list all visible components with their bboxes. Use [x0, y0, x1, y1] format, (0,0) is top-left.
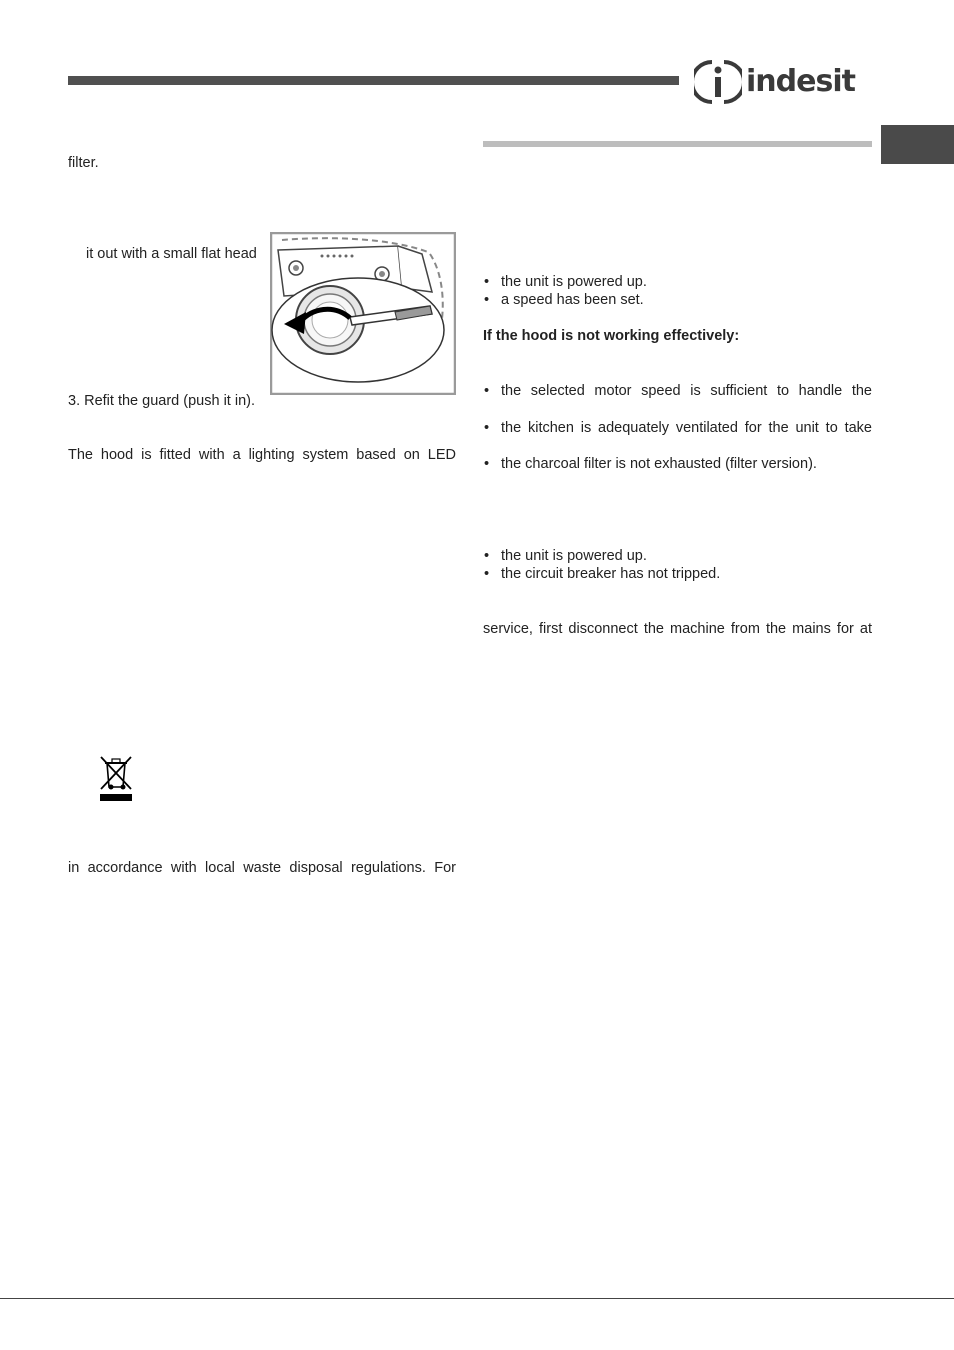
- check-item: • the unit is powered up.: [501, 273, 647, 291]
- brand-logo-icon: [694, 58, 742, 106]
- lamp-removal-figure: [270, 232, 456, 395]
- weee-bin-icon: [97, 754, 135, 804]
- check-item: • a speed has been set.: [501, 291, 644, 309]
- language-tab: [881, 125, 954, 164]
- refit-step-text: 3. Refit the guard (push it in).: [68, 393, 255, 409]
- service-text: service, first disconnect the machine from the mains for at: [483, 621, 872, 637]
- screwdriver-text: it out with a small flat head: [86, 246, 257, 262]
- check-item: • the unit is powered up.: [501, 547, 647, 565]
- section-rule: [483, 141, 872, 147]
- check-item: • the kitchen is adequately ventilated for the unit to take: [501, 419, 872, 437]
- check-item: • the circuit breaker has not tripped.: [501, 565, 720, 583]
- check-item: • the charcoal filter is not exhausted (filter version).: [501, 455, 817, 473]
- header-rule: [68, 76, 679, 85]
- brand-logo: [694, 58, 872, 106]
- not-effective-heading: If the hood is not working effectively:: [483, 328, 740, 344]
- brand-name: indesit: [746, 64, 855, 99]
- filter-text: filter.: [68, 155, 99, 171]
- disposal-text: in accordance with local waste disposal regulations. For: [68, 860, 456, 876]
- footer-rule: [0, 1298, 954, 1299]
- check-item: • the selected motor speed is sufficient to handle the: [501, 382, 872, 400]
- lighting-text: The hood is fitted with a lighting system based on LED: [68, 447, 456, 463]
